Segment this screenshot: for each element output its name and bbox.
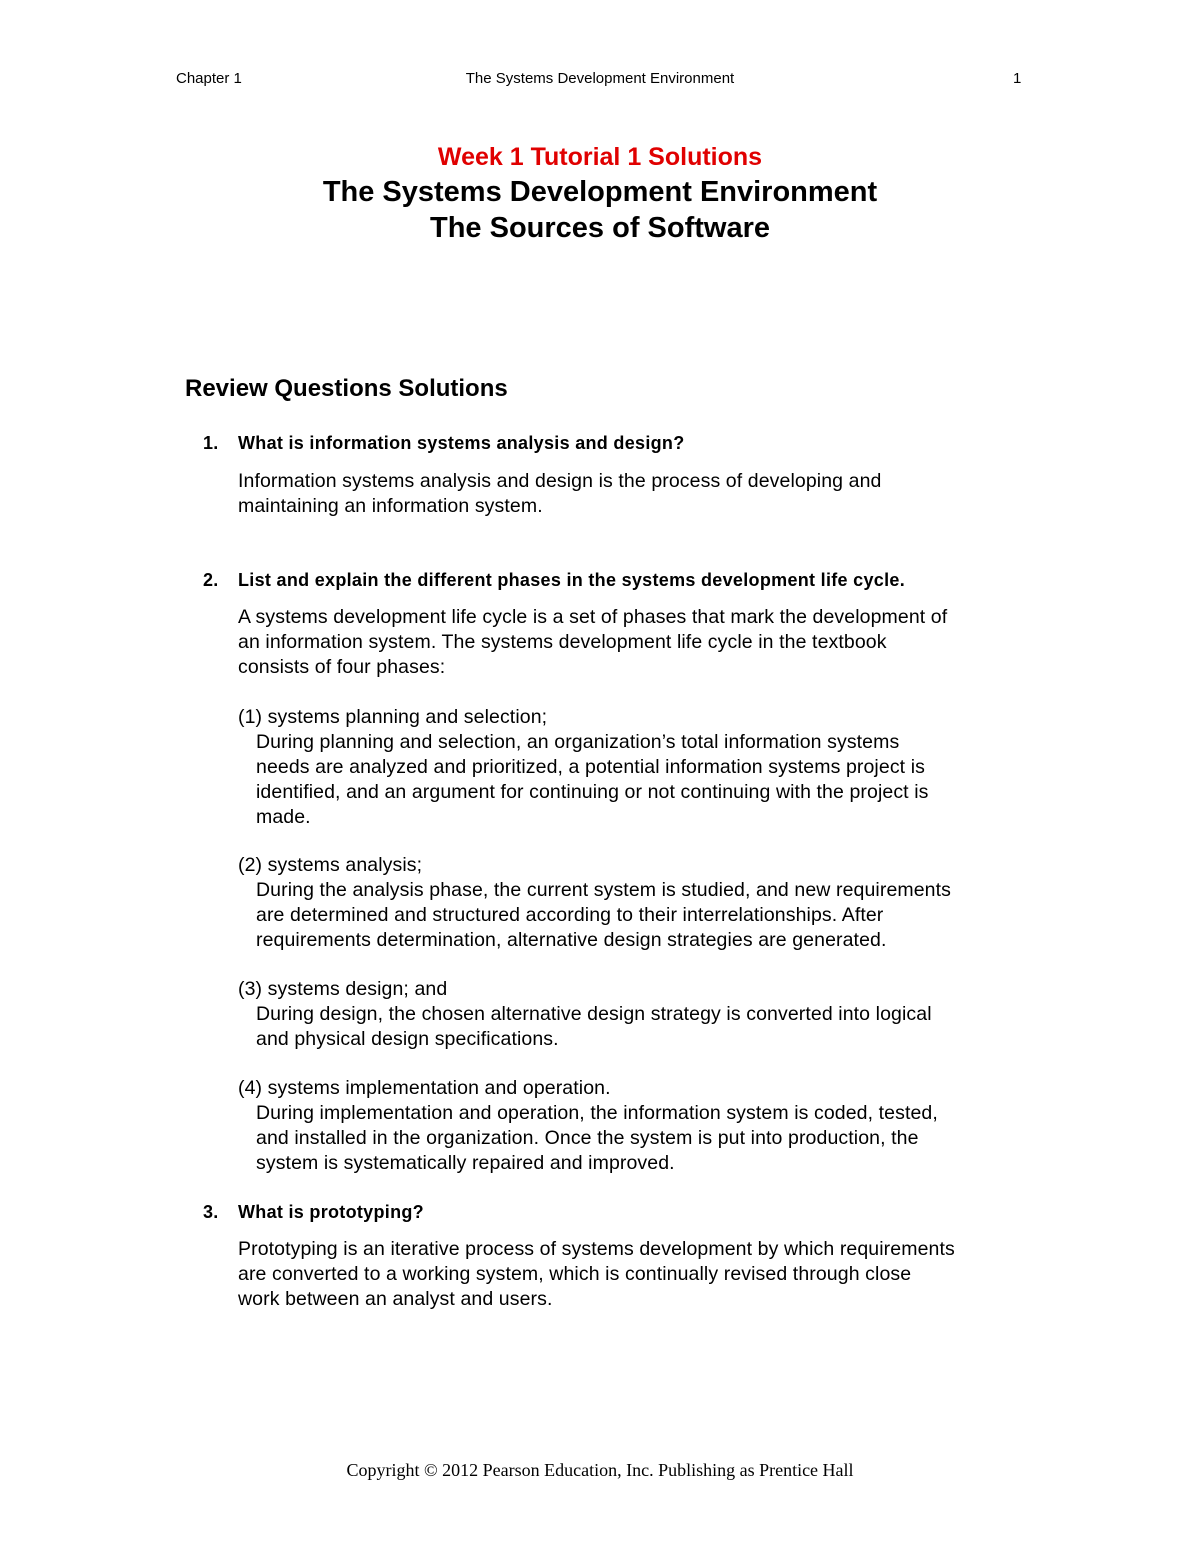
title-block xyxy=(0,140,1200,246)
phase-description-line: and physical design specifications. xyxy=(256,1028,559,1050)
answer-1 xyxy=(238,469,1038,519)
answer-3 xyxy=(238,1237,1038,1312)
answer-2 xyxy=(238,605,1038,680)
question-number: 2. xyxy=(203,570,219,590)
phase-description xyxy=(256,730,1038,830)
document-title-line-2: The Sources of Software xyxy=(429,212,770,244)
header-page-number: 1 xyxy=(1013,70,1022,87)
question-number: 3. xyxy=(203,1202,219,1222)
phase-description-line: system is systematically repaired and improved. xyxy=(256,1152,675,1174)
header-title: The Systems Development Environment xyxy=(465,70,735,87)
phase-title: (4) systems implementation and operation. xyxy=(238,1077,611,1099)
phase-description xyxy=(256,1002,1038,1052)
phase-description-line: made. xyxy=(256,806,311,828)
copyright-footer: Copyright © 2012 Pearson Education, Inc. Publishing as Prentice Hall xyxy=(346,1460,854,1480)
answer-line: Prototyping is an iterative process of systems development by which requirements xyxy=(238,1238,955,1260)
answer-line: maintaining an information system. xyxy=(238,495,543,517)
question-text: What is prototyping? xyxy=(238,1202,424,1222)
document-title-line-1: The Systems Development Environment xyxy=(322,176,878,208)
answer-line: an information system. The systems development life cycle in the textbook xyxy=(238,631,887,653)
question-3 xyxy=(203,1202,424,1223)
phase-title: (1) systems planning and selection; xyxy=(238,706,548,728)
phase-3 xyxy=(238,977,1038,1052)
phase-description xyxy=(256,1101,1038,1176)
phase-description-line: and installed in the organization. Once the system is put into production, the xyxy=(256,1127,919,1149)
phase-description-line: During implementation and operation, the information system is coded, tested, xyxy=(256,1102,938,1124)
phase-description-line: During design, the chosen alternative design strategy is converted into logical xyxy=(256,1003,932,1025)
phase-description-line: identified, and an argument for continuing or not continuing with the project is xyxy=(256,781,929,803)
phase-description-line: During planning and selection, an organization’s total information systems xyxy=(256,731,900,753)
question-text: List and explain the different phases in the systems development life cycle. xyxy=(238,570,905,590)
header-chapter: Chapter 1 xyxy=(176,70,242,87)
question-1 xyxy=(203,433,685,454)
answer-line: Information systems analysis and design is the process of developing and xyxy=(238,470,882,492)
phase-4 xyxy=(238,1076,1038,1176)
answer-line: consists of four phases: xyxy=(238,656,446,678)
phase-1 xyxy=(238,705,1038,830)
question-2 xyxy=(203,570,905,591)
answer-line: work between an analyst and users. xyxy=(238,1288,553,1310)
answer-line: are converted to a working system, which is continually revised through close xyxy=(238,1263,912,1285)
phase-description-line: needs are analyzed and prioritized, a potential information systems project is xyxy=(256,756,925,778)
phase-title: (2) systems analysis; xyxy=(238,854,423,876)
phase-title: (3) systems design; and xyxy=(238,978,448,1000)
question-number: 1. xyxy=(203,433,219,453)
phase-description-line: are determined and structured according to their interrelationships. After xyxy=(256,904,884,926)
section-heading: Review Questions Solutions xyxy=(185,375,508,402)
phase-description-line: requirements determination, alternative design strategies are generated. xyxy=(256,929,887,951)
phase-description-line: During the analysis phase, the current system is studied, and new requirements xyxy=(256,879,951,901)
phase-2 xyxy=(238,853,1038,953)
question-text: What is information systems analysis and design? xyxy=(238,433,685,453)
answer-line: A systems development life cycle is a set of phases that mark the development of xyxy=(238,606,948,628)
phase-description xyxy=(256,878,1038,953)
tutorial-title: Week 1 Tutorial 1 Solutions xyxy=(437,143,763,171)
